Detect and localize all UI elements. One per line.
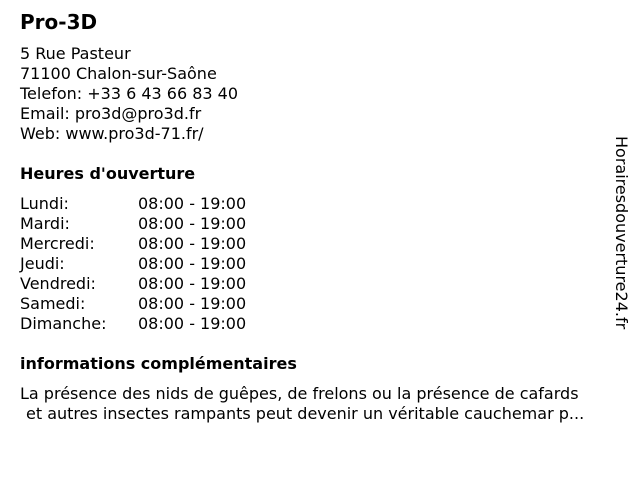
hours-row-monday: [20, 194, 246, 214]
hours-row-friday: [20, 274, 246, 294]
hours-row-sunday: [20, 314, 246, 334]
street-address: 5 Rue Pasteur: [20, 44, 131, 63]
hours-time: 08:00 - 19:00: [138, 194, 247, 213]
watermark-text: Horairesdouverture24.fr: [612, 136, 631, 330]
business-contact: [20, 44, 238, 144]
hours-day: Lundi:: [20, 194, 69, 213]
phone-line: Telefon: +33 6 43 66 83 40: [20, 84, 239, 103]
hours-time: 08:00 - 19:00: [138, 274, 247, 293]
email-line: Email: pro3d@pro3d.fr: [20, 104, 202, 123]
hours-row-saturday: [20, 294, 246, 314]
hours-time: 08:00 - 19:00: [138, 214, 247, 233]
city-address: 71100 Chalon-sur-Saône: [20, 64, 217, 83]
web-line: Web: www.pro3d-71.fr/: [20, 124, 204, 143]
opening-hours-heading: Heures d'ouverture: [20, 164, 196, 183]
site-watermark: [611, 136, 631, 346]
hours-day: Mercredi:: [20, 234, 95, 253]
opening-hours-table: [20, 194, 246, 334]
hours-day: Dimanche:: [20, 314, 107, 333]
additional-info-heading: informations complémentaires: [20, 354, 297, 373]
hours-day: Mardi:: [20, 214, 70, 233]
hours-row-tuesday: [20, 214, 246, 234]
business-description: [20, 384, 630, 424]
hours-time: 08:00 - 19:00: [138, 234, 247, 253]
description-line-1: La présence des nids de guêpes, de frelons ou la présence de cafards: [20, 384, 579, 403]
hours-row-wednesday: [20, 234, 246, 254]
business-name: Pro-3D: [20, 10, 98, 34]
hours-time: 08:00 - 19:00: [138, 294, 247, 313]
description-line-2: et autres insectes rampants peut devenir un véritable cauchemar p...: [26, 404, 585, 423]
hours-day: Jeudi:: [20, 254, 65, 273]
hours-row-thursday: [20, 254, 246, 274]
hours-day: Samedi:: [20, 294, 86, 313]
hours-day: Vendredi:: [20, 274, 96, 293]
hours-time: 08:00 - 19:00: [138, 314, 247, 333]
hours-time: 08:00 - 19:00: [138, 254, 247, 273]
